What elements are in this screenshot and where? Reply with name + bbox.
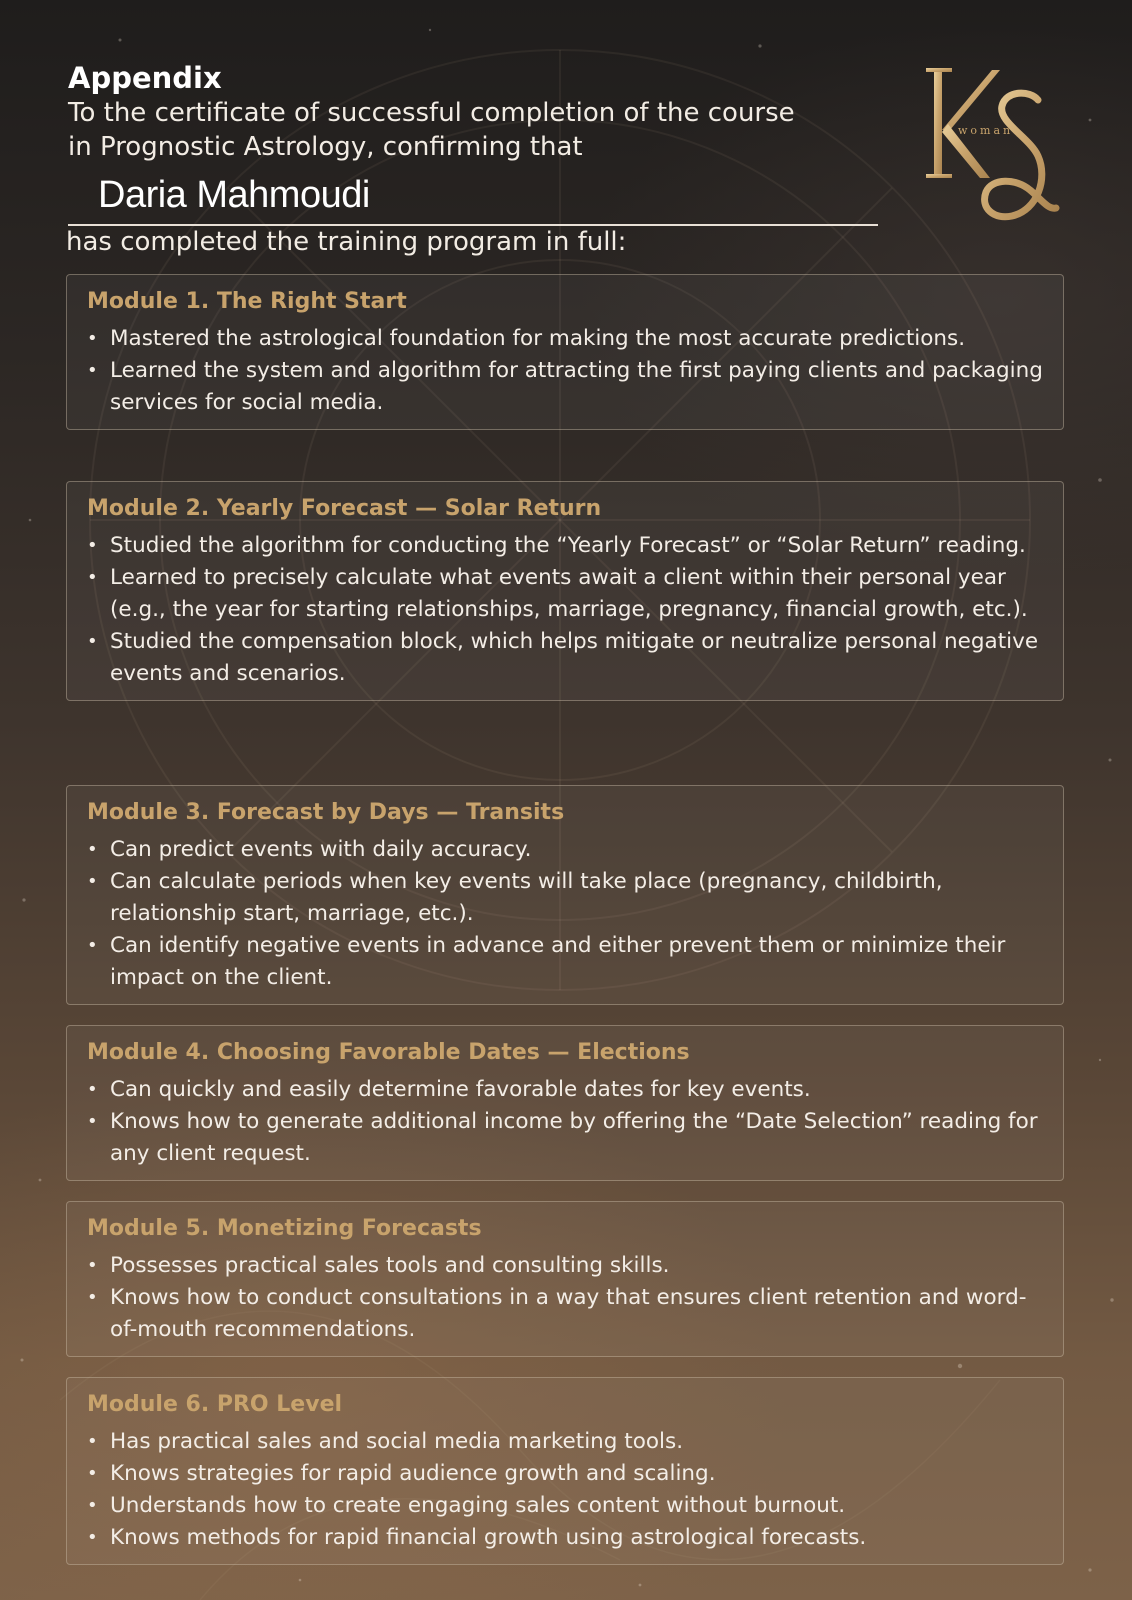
list-item <box>87 626 1043 690</box>
module-skill-list <box>87 1250 1043 1346</box>
bullet-icon: • <box>87 1463 98 1484</box>
list-item <box>87 323 1043 355</box>
completion-statement: has completed the training program in full: <box>66 227 627 257</box>
module-title: Module 3. Forecast by Days — Transits <box>87 800 565 825</box>
list-item-text: Can quickly and easily determine favorable dates for key events. <box>110 1077 811 1102</box>
list-item-text: Learned the system and algorithm for attracting the first paying clients and packaging services for social media. <box>110 358 1043 415</box>
list-item-text: Studied the compensation block, which helps mitigate or neutralize personal negative events and scenarios. <box>110 629 1039 686</box>
logo-letters <box>926 68 1056 217</box>
module-skill-list <box>87 530 1043 690</box>
list-item-text: Has practical sales and social media marketing tools. <box>110 1429 684 1454</box>
bullet-icon: • <box>87 1255 98 1276</box>
list-item-text: Mastered the astrological foundation for making the most accurate predictions. <box>110 326 966 351</box>
list-item <box>87 530 1043 562</box>
list-item-text: Can calculate periods when key events will take place (pregnancy, childbirth, relationship start, marriage, etc.). <box>110 869 943 926</box>
list-item <box>87 1458 1043 1490</box>
page-title: Appendix <box>68 61 222 95</box>
bullet-icon: • <box>87 328 98 349</box>
ks-woman-logo <box>920 60 1070 230</box>
list-item <box>87 930 1043 994</box>
list-item <box>87 834 1043 866</box>
recipient-name-field <box>68 172 878 226</box>
module-title: Module 5. Monetizing Forecasts <box>87 1216 482 1241</box>
bullet-icon: • <box>87 935 98 956</box>
module-title: Module 4. Choosing Favorable Dates — Elections <box>87 1040 690 1065</box>
bullet-icon: • <box>87 1111 98 1132</box>
list-item-text: Knows methods for rapid financial growth using astrological forecasts. <box>110 1525 867 1550</box>
bullet-icon: • <box>87 535 98 556</box>
list-item-text: Knows how to conduct consultations in a way that ensures client retention and word-of-mouth recommendations. <box>110 1285 1027 1342</box>
module-skill-list <box>87 1426 1043 1554</box>
list-item-text: Knows strategies for rapid audience growth and scaling. <box>110 1461 716 1486</box>
bullet-icon: • <box>87 871 98 892</box>
module-title: Module 1. The Right Start <box>87 289 407 314</box>
bullet-icon: • <box>87 631 98 652</box>
bullet-icon: • <box>87 1287 98 1308</box>
bullet-icon: • <box>87 567 98 588</box>
module-card <box>66 274 1064 430</box>
list-item-text: Can identify negative events in advance and either prevent them or minimize their impact on the client. <box>110 933 1006 990</box>
list-item <box>87 1074 1043 1106</box>
list-item-text: Understands how to create engaging sales content without burnout. <box>110 1493 846 1518</box>
bullet-icon: • <box>87 1431 98 1452</box>
certificate-header <box>68 60 888 164</box>
module-skill-list <box>87 834 1043 994</box>
bullet-icon: • <box>87 1495 98 1516</box>
module-card <box>66 481 1064 701</box>
list-item <box>87 1426 1043 1458</box>
module-card <box>66 785 1064 1005</box>
module-skill-list <box>87 1074 1043 1170</box>
list-item-text: Possesses practical sales tools and consulting skills. <box>110 1253 670 1278</box>
list-item <box>87 1106 1043 1170</box>
bullet-icon: • <box>87 1079 98 1100</box>
list-item-text: Can predict events with daily accuracy. <box>110 837 532 862</box>
list-item <box>87 1250 1043 1282</box>
bullet-icon: • <box>87 839 98 860</box>
list-item <box>87 1522 1043 1554</box>
list-item <box>87 866 1043 930</box>
intro-line-1: To the certificate of successful completion of the course <box>68 98 795 128</box>
list-item <box>87 355 1043 419</box>
list-item <box>87 562 1043 626</box>
recipient-name: Daria Mahmoudi <box>98 174 370 216</box>
list-item-text: Studied the algorithm for conducting the “Yearly Forecast” or “Solar Return” reading. <box>110 533 1026 558</box>
module-card <box>66 1025 1064 1181</box>
bullet-icon: • <box>87 1527 98 1548</box>
module-title: Module 6. PRO Level <box>87 1392 343 1417</box>
list-item <box>87 1490 1043 1522</box>
logo-tagline: woman <box>958 124 1014 137</box>
bullet-icon: • <box>87 360 98 381</box>
intro-line-2: in Prognostic Astrology, confirming that <box>68 132 583 162</box>
module-card <box>66 1377 1064 1565</box>
module-title: Module 2. Yearly Forecast — Solar Return <box>87 496 602 521</box>
list-item-text: Learned to precisely calculate what events await a client within their personal year (e.g., the year for starting relationships, marriage, pregnancy, financial growth, etc.). <box>110 565 1028 622</box>
module-card <box>66 1201 1064 1357</box>
module-skill-list <box>87 323 1043 419</box>
list-item-text: Knows how to generate additional income by offering the “Date Selection” reading for any client request. <box>110 1109 1038 1166</box>
list-item <box>87 1282 1043 1346</box>
